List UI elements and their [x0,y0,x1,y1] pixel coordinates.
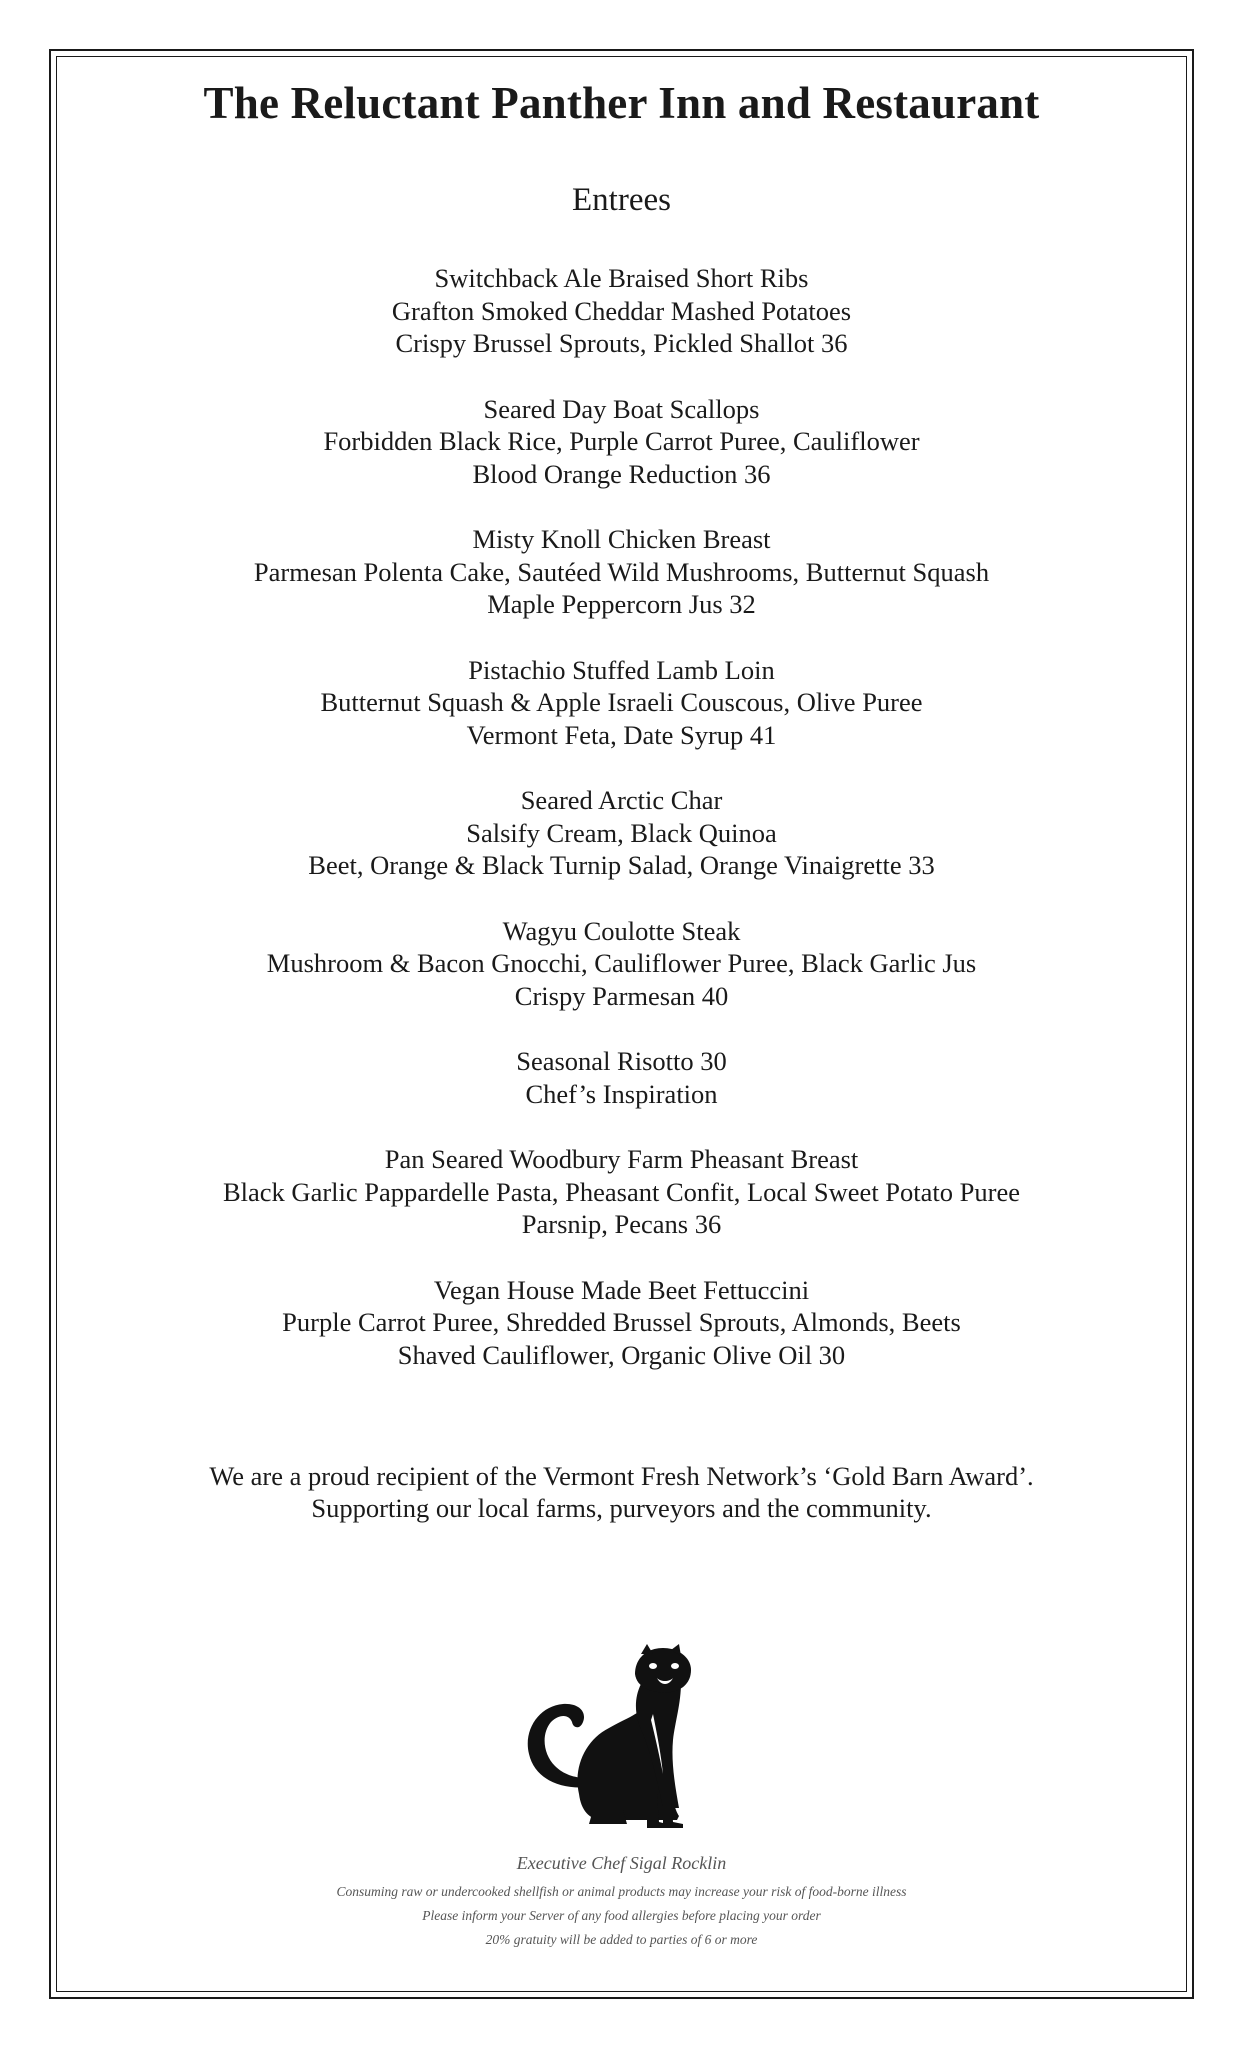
dish-description: Chef’s Inspiration [525,1078,718,1109]
menu-item [56,1143,1187,1241]
dish-description: Beet, Orange & Black Turnip Salad, Orange Vinaigrette 33 [308,850,935,880]
allergy-notice: Please inform your Server of any food allergies before placing your order [422,1908,821,1923]
dish-description: Grafton Smoked Cheddar Mashed Potatoes [391,295,852,326]
dish-name: Seared Arctic Char [520,785,723,815]
dish-name: Switchback Ale Braised Short Ribs [434,263,809,293]
gratuity-notice: 20% gratuity will be added to parties of 6 or more [485,1932,758,1947]
dish-description: Purple Carrot Puree, Shredded Brussel Sprouts, Almonds, Beets [282,1307,961,1337]
dish-name: Wagyu Coulotte Steak [502,915,741,946]
dish-name: Pistachio Stuffed Lamb Loin [468,654,775,685]
menu-item [56,1045,1187,1110]
panther-icon [523,1644,693,1828]
menu-item [56,1274,1187,1372]
footer [56,1850,1187,1952]
dish-description: Crispy Brussel Sprouts, Pickled Shallot 36 [395,328,848,358]
dish-description: Parsnip, Pecans 36 [521,1209,722,1239]
menu-item [56,784,1187,882]
dish-description: Vermont Feta, Date Syrup 41 [466,719,777,750]
entree-list [56,262,1187,1404]
community-line: Supporting our local farms, purveyors and the community. [311,1493,932,1523]
dish-description: Salsify Cream, Black Quinoa [466,817,777,848]
dish-description: Shaved Cauliflower, Organic Olive Oil 30 [397,1339,846,1370]
menu-item [56,654,1187,752]
dish-description: Blood Orange Reduction 36 [472,458,771,489]
dish-name: Pan Seared Woodbury Farm Pheasant Breast [384,1144,859,1174]
menu-page [56,56,1187,1992]
menu-item [56,915,1187,1013]
dish-description: Black Garlic Pappardelle Pasta, Pheasant Confit, Local Sweet Potato Puree [223,1176,1020,1207]
award-line: We are a proud recipient of the Vermont Fresh Network’s ‘Gold Barn Award’. [209,1461,1034,1491]
section-title: Entrees [572,182,671,218]
dish-name: Vegan House Made Beet Fettuccini [433,1274,810,1305]
dish-description: Crispy Parmesan 40 [514,980,729,1011]
chef-credit: Executive Chef Sigal Rocklin [516,1853,727,1873]
award-statement [56,1460,1187,1524]
dish-description: Mushroom & Bacon Gnocchi, Cauliflower Puree, Black Garlic Jus [266,948,977,978]
dish-description: Butternut Squash & Apple Israeli Couscous, Olive Puree [320,687,923,717]
dish-name: Seared Day Boat Scallops [483,393,760,424]
dish-description: Forbidden Black Rice, Purple Carrot Puree, Cauliflower [323,426,920,456]
menu-item [56,262,1187,360]
dish-description: Maple Peppercorn Jus 32 [487,589,756,619]
dish-name: Misty Knoll Chicken Breast [472,524,771,554]
restaurant-title: The Reluctant Panther Inn and Restaurant [203,78,1040,128]
menu-item [56,393,1187,491]
menu-item [56,523,1187,621]
dish-description: Parmesan Polenta Cake, Sautéed Wild Mushrooms, Butternut Squash [253,556,990,587]
food-safety-notice: Consuming raw or undercooked shellfish or animal products may increase your risk of food-borne illness [336,1884,907,1899]
dish-name: Seasonal Risotto 30 [516,1046,727,1076]
